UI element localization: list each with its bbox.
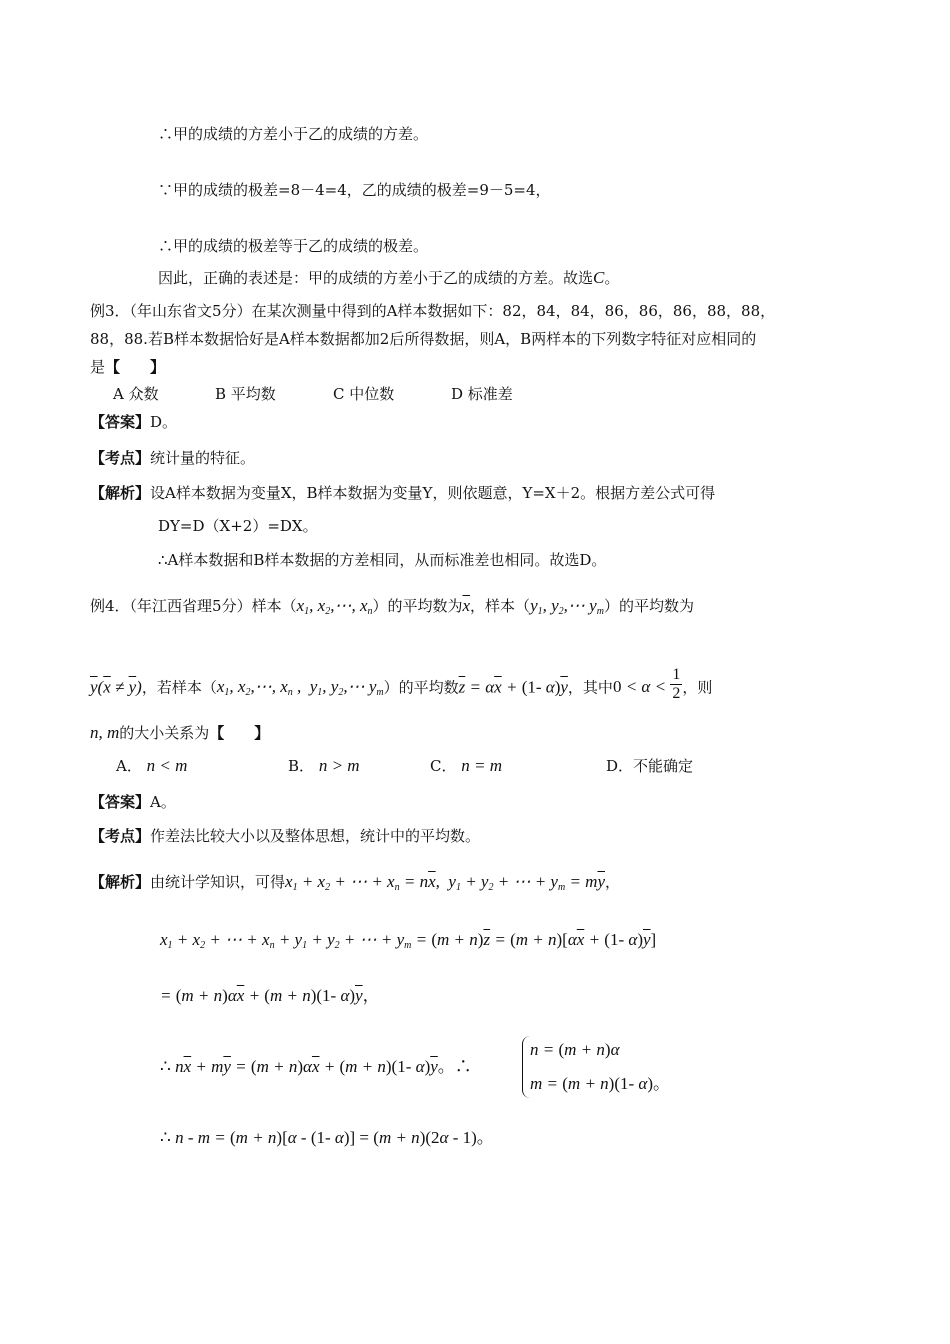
ex3-jiexi-line2: DY=D（X+2）=DX。: [158, 517, 318, 535]
ex4-question-line3: [90, 723, 269, 743]
ex3-kaodian-text: 统计量的特征。: [150, 449, 256, 467]
ex3-answer-label: 【答案】: [90, 413, 151, 431]
ex4-q2-b: ）的平均数: [383, 678, 459, 697]
ex3-answer-value: D。: [150, 413, 178, 431]
ex4-eq-expand: = $(m + n)\alpha\overline{x} + (m + n)(1-$ $\alpha)\overline{y}$，: [160, 986, 380, 1005]
ex3-jiexi-line3: ∴A样本数据和B样本数据的方差相同，从而标准差也相同。故选D。: [158, 551, 607, 569]
ex4-combined-sample: $x_1$, $x_2,\cdots$, $x_n$ , $y_1$, $y_2,\cdots$ $y_m$: [216, 677, 384, 699]
ex3-option-b: B 平均数: [215, 385, 276, 403]
ex4-system-n: n = (m + n)α: [530, 1040, 620, 1059]
ex3-jiexi: [90, 483, 715, 503]
ex4-jiexi: 【解析】由统计学知识，可得$x_1 + x_2$ + ⋯ + $x_n = n\overline{x}$, $y_1 + y_2$ + ⋯ + $y_m = m\overline{y}$，: [90, 872, 621, 893]
ex4-eq-compare: ∴ $n\overline{x} + m\overline{y} = (m + n)\alpha\overline{x} + (m + n)(1-$ $\alpha)\overline{y}$。∴: [160, 1057, 472, 1076]
ex4-answer-bracket: 【 】: [209, 724, 270, 742]
ex4-q2-c: ，其中: [567, 678, 613, 697]
ex4-option-d: D．不能确定: [606, 757, 694, 775]
ex4-answer-value: A。: [150, 793, 176, 811]
final-choice-answer: C: [593, 268, 605, 287]
ex3-question-line3: [90, 357, 165, 377]
ex4-nm: n, m: [90, 723, 120, 742]
ex4-answer: [90, 792, 176, 812]
final-choice-text: 因此，正确的表述是：甲的成绩的方差小于乙的成绩的方差。故选: [158, 269, 594, 287]
ex4-q2-d: ，则: [682, 678, 713, 697]
ex4-xbar: $\overline{x}$: [462, 596, 471, 615]
ex4-sample-x: $x_1$, $x_2,\cdots$, $x_n$: [296, 596, 373, 617]
ex4-jiexi-label: 【解析】: [90, 873, 151, 891]
ex3-options: [113, 384, 513, 404]
line-range-conclusion: ∴甲的成绩的极差等于乙的成绩的极差。: [158, 237, 429, 255]
ex4-option-a: A． n < m: [116, 756, 188, 775]
ex3-option-a: A 众数: [113, 385, 159, 403]
ex4-q1-c: ，样本（: [470, 597, 531, 615]
ex4-question-line2: [90, 666, 713, 707]
line-variance-conclusion: ∴甲的成绩的方差小于乙的成绩的方差。: [158, 125, 429, 143]
ex4-sum-identities: $x_1 + x_2$ + ⋯ + $x_n = n\overline{x}$, $y_1 + y_2$ + ⋯ + $y_m = m\overline{y}$: [285, 872, 605, 893]
ex3-option-d: D 标准差: [451, 385, 513, 403]
ex4-q1-a: 例4．（年江西省理5分）样本（: [90, 597, 297, 615]
ex3-jiexi-label: 【解析】: [90, 484, 151, 502]
ex4-question-line1: [90, 596, 694, 622]
ex3-answer: [90, 412, 177, 432]
ex3-question-tail: 是: [90, 358, 106, 376]
ex3-option-c: C 中位数: [333, 385, 395, 403]
line-final-choice: [158, 268, 619, 288]
ex4-jiexi-text: 由统计学知识，可得: [150, 873, 286, 891]
ex4-system-m: m = (m + n)(1- α)。: [530, 1074, 671, 1093]
ex4-ybar-cond: $\overline{y}(\overline{x} \ne \overline{y})$: [90, 677, 142, 697]
ex4-q3: 的大小关系为: [119, 724, 210, 742]
ex3-kaodian-label: 【考点】: [90, 449, 151, 467]
ex4-eq-total: $x_1 + x_2$ + ⋯ + $x_n + y_1 + y_2$ + ⋯ + $y_m = (m + n)\overline{z} = (m + n)[\alpha\overline{x} + (1-$ $\alpha)\overline{y}$]: [160, 930, 657, 951]
ex4-option-b: B． n > m: [288, 756, 360, 775]
line-range-calc: ∵甲的成绩的极差=8－4=4，乙的成绩的极差=9－5=4，: [158, 181, 551, 199]
ex4-alpha-range: 0 < α < $\frac{1}{2}$: [612, 666, 681, 702]
ex4-kaodian-label: 【考点】: [90, 827, 151, 845]
final-choice-end: 。: [604, 269, 620, 287]
ex4-zbar-formula: $\overline{z} = \alpha\overline{x} + (1-$ $\alpha)\overline{y}$: [458, 677, 568, 697]
ex3-answer-bracket: 【 】: [105, 358, 166, 376]
ex4-q1-d: ）的平均数为: [603, 597, 694, 615]
ex4-kaodian-text: 作差法比较大小以及整体思想，统计中的平均数。: [150, 827, 481, 845]
ex4-answer-label: 【答案】: [90, 793, 151, 811]
ex3-jiexi-text: 设A样本数据为变量X，B样本数据为变量Y，则依题意，Y=X＋2。根据方差公式可得: [150, 484, 716, 502]
ex3-kaodian: [90, 448, 255, 468]
ex4-sample-y: $y_1$, $y_2,\cdots$ $y_m$: [530, 596, 604, 617]
ex4-options: [116, 756, 693, 776]
ex4-option-c: C． n = m: [430, 756, 503, 775]
ex4-q2-a: ，若样本（: [141, 678, 217, 697]
ex4-kaodian: [90, 826, 480, 846]
ex4-q1-b: ）的平均数为: [372, 597, 463, 615]
ex3-question-line1: 例3．（年山东省文5分）在某次测量中得到的A样本数据如下：82，84，84，86，86，86，88，88，: [90, 302, 776, 320]
ex4-eq-difference: ∴ n - m = (m + n)[α - (1- α)] = (m + n)(2α - 1)。: [160, 1128, 494, 1147]
ex3-question-line2: 88，88.若B样本数据恰好是A样本数据都加2后所得数据，则A，B两样本的下列数字特征对应相同的: [90, 330, 757, 348]
